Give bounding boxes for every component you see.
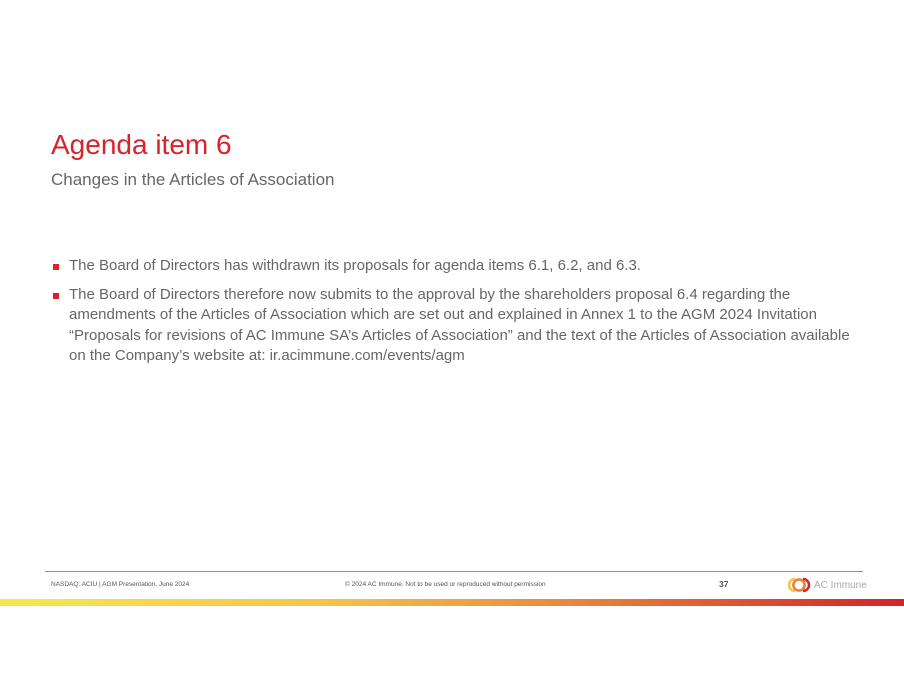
bullet-item	[51, 285, 866, 367]
bullet-square-icon	[53, 264, 59, 270]
bullet-list	[51, 256, 866, 375]
ac-immune-logo-icon	[786, 576, 812, 594]
bullet-text: The Board of Directors has withdrawn its proposals for agenda items 6.1, 6.2, and 6.3.	[69, 257, 641, 274]
footer-source-text: NASDAQ: ACIU | AGM Presentation, June 2024	[51, 581, 190, 588]
footer-copyright-text: © 2024 AC Immune. Not to be used or reproduced without permission	[345, 581, 546, 588]
bullet-square-icon	[53, 293, 59, 299]
page-number: 37	[719, 579, 729, 589]
slide-subtitle: Changes in the Articles of Association	[51, 170, 335, 189]
bullet-item	[51, 256, 866, 277]
slide-title: Agenda item 6	[51, 129, 232, 160]
company-logo	[786, 576, 867, 594]
footer-divider	[45, 571, 863, 572]
footer-gradient-bar	[0, 599, 904, 606]
bullet-text: The Board of Directors therefore now submits to the approval by the shareholders proposal 6.4 regarding the amendments of the Articles of Association which are set out and explained in Annex 1 to the AGM 2024 Invitation “Proposals for revisions of AC Immune SA’s Articles of Association” and the text of the Articles of Association available on the Company’s website at: ir.acimmune.com/events/agm	[69, 285, 850, 364]
logo-text: AC Immune	[814, 579, 867, 591]
